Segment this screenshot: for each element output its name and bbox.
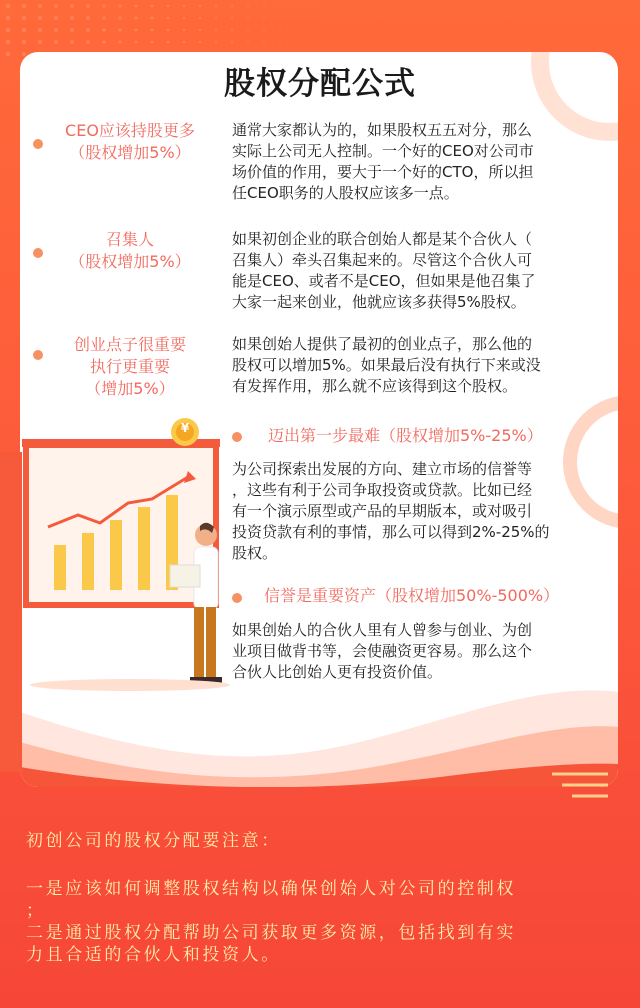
heading-line: 召集人: [105, 230, 154, 249]
desc-line: 大家一起来创业，他就应该多获得5%股权。: [232, 293, 526, 311]
desc-line: 有发挥作用，那么就不应该得到这个股权。: [232, 377, 518, 395]
heading-line: 执行更重要: [89, 357, 170, 376]
desc-line: 如果创始人提供了最初的创业点子，那么他的: [232, 335, 533, 353]
heading-line: （股权增加5%）: [69, 143, 191, 162]
growth-chart-illustration: [20, 415, 235, 700]
coin-symbol: ¥: [180, 421, 190, 435]
section-description: [232, 334, 607, 397]
footer-line: 初创公司的股权分配要注意：: [26, 831, 281, 851]
deco-lines: [552, 768, 612, 804]
section-description: [232, 229, 607, 313]
footer-notes: [26, 830, 620, 966]
desc-line: 实际上公司无人控制。一个好的CEO对公司市: [232, 142, 534, 160]
subsection-heading: 信誉是重要资产（股权增加50%-500%）: [264, 586, 560, 605]
bullet-dot: [33, 139, 43, 149]
desc-line: 投资贷款有利的事情，那么可以得到2%-25%的: [232, 523, 550, 541]
footer-line: [26, 852, 620, 874]
bullet-dot: [232, 593, 242, 603]
heading-line: （增加5%）: [85, 379, 175, 398]
bullet-dot: [33, 350, 43, 360]
footer-line: 二是通过股权分配帮助公司获取更多资源，包括找到有实: [26, 923, 516, 943]
footer-line: 一是应该如何调整股权结构以确保创始人对公司的控制权: [26, 879, 516, 899]
desc-line: 为公司探索出发展的方向、建立市场的信誉等: [232, 460, 533, 478]
bullet-dot: [232, 432, 242, 442]
heading-line: 创业点子很重要: [73, 335, 186, 354]
desc-line: 股权可以增加5%。如果最后没有执行下来或没: [232, 356, 541, 374]
footer-line: ；: [26, 901, 46, 921]
section-description: [232, 120, 607, 204]
heading-line: CEO应该持股更多: [65, 121, 195, 140]
bullet-dot: [33, 248, 43, 258]
desc-line: 场价值的作用，要大于一个好的CTO，所以担: [232, 163, 534, 181]
desc-line: 任CEO职务的人股权应该多一点。: [232, 184, 459, 202]
page-title: 股权分配公式: [224, 66, 416, 102]
subsection-description: [232, 459, 607, 564]
desc-line: 如果初创企业的联合创始人都是某个合伙人（: [232, 230, 533, 248]
subsection-description: [232, 620, 607, 683]
desc-line: 合伙人比创始人更有投资价值。: [232, 663, 443, 681]
footer-line: 力且合适的合伙人和投资人。: [26, 945, 281, 965]
section-heading: [45, 120, 215, 164]
desc-line: 有一个演示原型或产品的早期版本，或对吸引: [232, 502, 533, 520]
subsection-heading: 迈出第一步最难（股权增加5%-25%）: [268, 426, 543, 445]
section-heading: [45, 229, 215, 273]
desc-line: ，这些有利于公司争取投资或贷款。比如已经: [232, 481, 533, 499]
desc-line: 如果创始人的合伙人里有人曾参与创业、为创: [232, 621, 533, 639]
heading-line: （股权增加5%）: [69, 252, 191, 271]
desc-line: 召集人）牵头召集起来的。尽管这个合伙人可: [232, 251, 533, 269]
section-heading: [45, 334, 215, 400]
desc-line: 股权。: [232, 544, 278, 562]
desc-line: 通常大家都认为的，如果股权五五对分，那么: [232, 121, 533, 139]
desc-line: 业项目做背书等，会使融资更容易。那么这个: [232, 642, 533, 660]
desc-line: 能是CEO、或者不是CEO，但如果是他召集了: [232, 272, 536, 290]
